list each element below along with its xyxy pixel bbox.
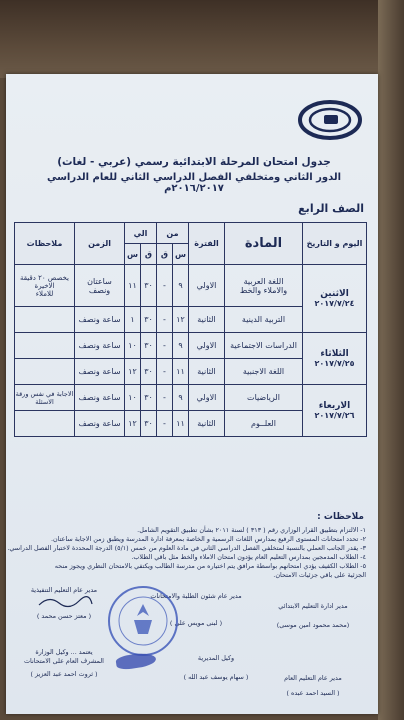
document-paper [6, 74, 378, 714]
day-cell [303, 333, 367, 385]
background-wood-top [0, 0, 404, 78]
day-cell [303, 265, 367, 333]
from-minute-cell: - [157, 307, 173, 333]
header-to: الي [125, 223, 157, 244]
note-text-2: للاملاء [35, 289, 54, 298]
document-title: جدول امتحان المرحلة الابتدائية رسمي (عربي - لغات) [57, 156, 331, 168]
header-duration: الزمن [75, 223, 125, 265]
day-date: ٢٠١٧/٧/٢٦ [314, 411, 355, 420]
signature-title: مدير عام شئون الطلبة والامتحانات [150, 592, 242, 600]
period-cell: الاولي [189, 385, 225, 411]
exam-schedule-table [14, 222, 367, 437]
table-header-row [15, 223, 367, 244]
header-to-minute: ق [141, 244, 157, 265]
from-hour-cell: ١٢ [173, 307, 189, 333]
header-period: الفترة [189, 223, 225, 265]
duration-cell: ساعة ونصف [75, 307, 125, 333]
table-row [15, 265, 367, 307]
day-date: ٢٠١٧/٧/٢٥ [314, 359, 355, 368]
background-wood-right [378, 0, 404, 720]
to-minute-cell: ٣٠ [141, 359, 157, 385]
duration-cell: ساعة ونصف [75, 333, 125, 359]
note-item: ٢- تحدد امتحانات المستوى الرفيع بمدارس اللغات الرسمية و الخاصة بمعرفة ادارة المدرسة ويطبق زمن الاجابة ساعتان. [50, 535, 366, 543]
signature-name: ( لبنى مويس علي ) [169, 619, 223, 627]
duration-cell: ساعة ونصف [75, 385, 125, 411]
note-item: الجزئية على باقي جزئيات الامتحان. [273, 571, 366, 579]
ministry-logo-icon [294, 94, 364, 144]
duration-cell: ساعة ونصف [75, 411, 125, 437]
to-minute-cell: ٣٠ [141, 265, 157, 307]
to-hour-cell: ١٢ [125, 411, 141, 437]
subject-cell: الدراسات الاجتماعية [225, 333, 303, 359]
subject-cell: التربية الدينية [225, 307, 303, 333]
from-hour-cell: ٩ [173, 265, 189, 307]
note-item: ٤- الطلاب المدمجين بمدارس التعليم العام يؤدون امتحان الاملاء والخط مثل باقي الطلاب. [131, 553, 366, 561]
period-cell: الثانية [189, 307, 225, 333]
header-from: من [157, 223, 189, 244]
signature-title: مدير عام التعليم العام [284, 674, 342, 682]
signature-name: ( السيد احمد عبده ) [286, 689, 340, 697]
table-row [15, 385, 367, 411]
subject-text-2: والاملاء والخط [239, 285, 288, 295]
notes-label: ملاحظات : [317, 512, 364, 522]
from-hour-cell: ٩ [173, 333, 189, 359]
day-cell [303, 385, 367, 437]
from-minute-cell: - [157, 333, 173, 359]
duration-cell: ساعة ونصف [75, 359, 125, 385]
period-cell: الاولي [189, 265, 225, 307]
header-notes: ملاحظات [15, 223, 75, 265]
header-from-minute: ق [157, 244, 173, 265]
signature-title: وكيل المديرية [197, 654, 235, 662]
grade-label: الصف الرابع [298, 202, 364, 215]
period-cell: الاولي [189, 333, 225, 359]
signature-title: يعتمد ... وكيل الوزارة [35, 648, 93, 656]
notes-cell [15, 333, 75, 359]
duration-cell [75, 265, 125, 307]
note-text: يخصص ٢٠ دقيقة الاخيرة [20, 273, 69, 290]
subject-cell [225, 265, 303, 307]
to-hour-cell: ١٢ [125, 359, 141, 385]
signature-title: مدير ادارة التعليم الابتدائي [278, 602, 348, 610]
subject-cell: العلــوم [225, 411, 303, 437]
note-item: ١- الالتزام بتطبيق القرار الوزاري رقم ( ٣١٣ ) لسنة ٢٠١١ بشأن تطبيق التقويم الشامل. [137, 526, 366, 534]
to-hour-cell: ١٠ [125, 385, 141, 411]
day-name: الاربعاء [318, 401, 351, 411]
notes-cell [15, 265, 75, 307]
handwritten-signature-icon [34, 595, 94, 609]
from-minute-cell: - [157, 385, 173, 411]
day-date: ٢٠١٧/٧/٢٤ [314, 299, 355, 308]
signature-name: ( سهام يوسف عبد الله ) [183, 673, 249, 681]
signature-block [258, 602, 368, 630]
header-to-hour: س [125, 244, 141, 265]
subject-cell: الرياضيات [225, 385, 303, 411]
table-row [15, 333, 367, 359]
notes-cell [15, 359, 75, 385]
to-minute-cell: ٣٠ [141, 385, 157, 411]
from-hour-cell: ١١ [173, 359, 189, 385]
signature-block [258, 674, 368, 698]
to-hour-cell: ١ [125, 307, 141, 333]
from-minute-cell: - [157, 265, 173, 307]
duration-text: ساعتان [87, 276, 112, 286]
subject-text: اللغة العربية [243, 276, 284, 286]
signature-block [14, 586, 114, 621]
from-minute-cell: - [157, 411, 173, 437]
header-day-date: اليوم و التاريخ [303, 223, 367, 265]
from-hour-cell: ١١ [173, 411, 189, 437]
from-hour-cell: ٩ [173, 385, 189, 411]
period-cell: الثانية [189, 411, 225, 437]
period-cell: الثانية [189, 359, 225, 385]
to-hour-cell: ١٠ [125, 333, 141, 359]
signature-title: مدير عام التعليم التنفيذية [30, 586, 98, 594]
official-stamp-icon [104, 582, 182, 660]
notes-cell [15, 307, 75, 333]
to-hour-cell: ١١ [125, 265, 141, 307]
notes-cell: الاجابة في نفس ورقة الاسئلة [15, 385, 75, 411]
header-from-hour: س [173, 244, 189, 265]
duration-text-2: ونصف [88, 285, 111, 295]
signature-block [14, 648, 114, 679]
notes-list [7, 526, 366, 580]
notes-cell [15, 411, 75, 437]
note-item: ٥- الطلاب الكفيف يؤدي امتحانهم بواسطة مرافق يتم اختياره من مدرسة الطالب ويكتفي بالامتحان النظري ويجوز منحه [54, 562, 366, 570]
signature-name: ( معتز حسن محمد ) [36, 612, 92, 620]
to-minute-cell: ٣٠ [141, 411, 157, 437]
day-name: الثلاثاء [320, 349, 349, 359]
subject-cell: اللغة الاجنبية [225, 359, 303, 385]
to-minute-cell: ٣٠ [141, 307, 157, 333]
signature-subtitle: المشرف العام على الامتحانات [24, 657, 104, 665]
from-minute-cell: - [157, 359, 173, 385]
to-minute-cell: ٣٠ [141, 333, 157, 359]
note-item: ٣- يقدر الجانب العملي بالنسبة لمتخلفي الفصل الدراسي الثاني في مادة العلوم من خمس (٥/١) الدرجة المحددة لاختبار الفصل الدراسي. [7, 544, 366, 552]
signature-name: (محمد محمود امين موسى) [276, 621, 350, 629]
day-name: الاثنين [320, 289, 349, 299]
header-subject: المادة [225, 223, 303, 265]
document-subtitle: الدور الثاني ومتخلفي الفصل الدراسي الثاني للعام الدراسي ٢٠١٦/٢٠١٧م [46, 172, 342, 194]
signature-name: ( ثروت احمد عبد العزيز ) [30, 670, 98, 678]
